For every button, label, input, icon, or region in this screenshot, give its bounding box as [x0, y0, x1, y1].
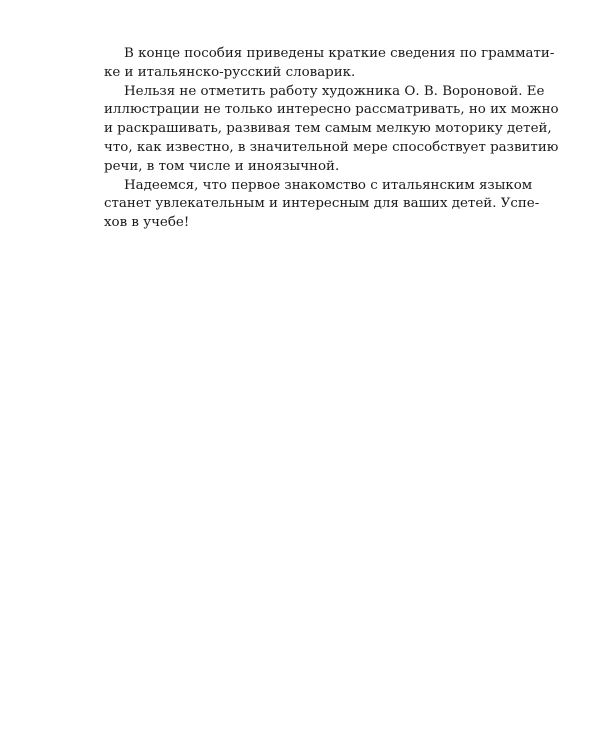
text-line: хов в учебе! — [104, 215, 190, 231]
body-text — [104, 45, 559, 233]
text-line: Надеемся, что первое знакомство с итальянским языком — [124, 177, 533, 193]
paragraph-grammar-note — [104, 45, 555, 83]
paragraph-closing-wish — [104, 177, 540, 233]
text-line: речи, в том числе и иноязычной. — [104, 158, 340, 174]
text-line: иллюстрации не только интересно рассматривать, но их можно — [104, 102, 559, 118]
paragraph-illustrator-note — [104, 83, 559, 177]
text-line: В конце пособия приведены краткие сведения по граммати- — [124, 46, 555, 61]
text-line: что, как известно, в значительной мере способствует развитию — [104, 139, 559, 155]
text-line: Нельзя не отметить работу художника О. В. Вороновой. Ее — [124, 83, 545, 99]
text-line: ке и итальянско-русский словарик. — [104, 64, 356, 80]
text-line: и раскрашивать, развивая тем самым мелкую моторику детей, — [104, 121, 552, 137]
text-line: станет увлекательным и интересным для ваших детей. Успе- — [104, 196, 540, 212]
